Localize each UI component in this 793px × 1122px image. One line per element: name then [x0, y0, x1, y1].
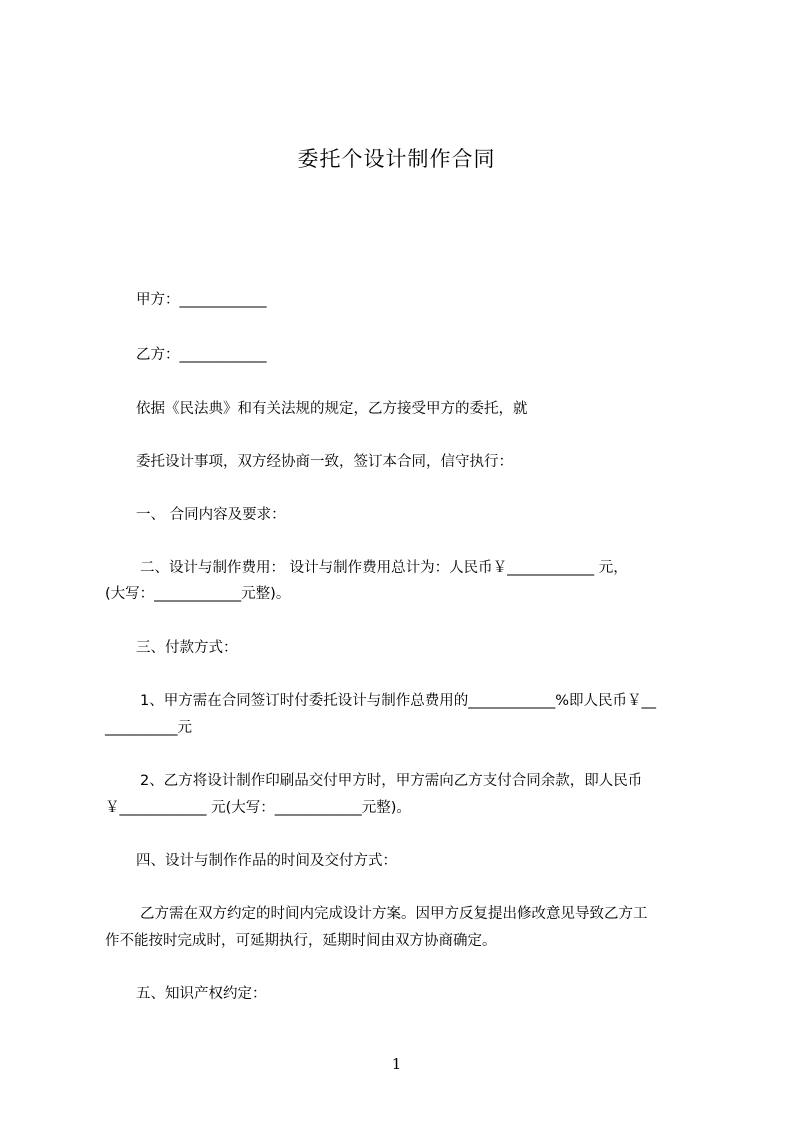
section-3-item-1-line-2: __________元 [105, 720, 192, 736]
section-2-line-2: (大写：____________元整)。 [105, 586, 291, 602]
page-number: 1 [391, 1055, 402, 1073]
section-3-item-2-line-2: ￥____________ 元(大写：____________元整)。 [105, 800, 411, 816]
intro-line-1: 依据《民法典》和有关法规的规定，乙方接受甲方的委托，就 [136, 401, 528, 417]
section-3-item-2-line-1: 2、乙方将设计制作印刷品交付甲方时，甲方需向乙方支付合同余款，即人民币 [140, 773, 643, 789]
section-1-heading: 一、 合同内容及要求： [136, 507, 286, 523]
document-title: 委托个设计制作合同 [297, 147, 496, 171]
section-3-heading: 三、付款方式： [136, 640, 238, 656]
section-4-paragraph-line-1: 乙方需在双方约定的时间内完成设计方案。因甲方反复提出修改意见导致乙方工 [140, 906, 648, 922]
intro-line-2: 委托设计事项，双方经协商一致，签订本合同，信守执行： [136, 454, 513, 470]
section-4-paragraph-line-2: 作不能按时完成时，可延期执行，延期时间由双方协商确定。 [105, 933, 497, 949]
section-3-item-1-line-1: 1、甲方需在合同签订时付委托设计与制作总费用的____________%即人民币￥__ [140, 693, 657, 709]
party-a-line: 甲方：____________ [136, 292, 267, 308]
section-2-line-1: 二、设计与制作费用： 设计与制作费用总计为：人民币￥____________ 元， [140, 560, 628, 576]
section-4-heading: 四、设计与制作作品的时间及交付方式： [136, 853, 397, 869]
party-b-line: 乙方：____________ [136, 347, 267, 363]
section-5-heading: 五、知识产权约定： [136, 986, 267, 1002]
